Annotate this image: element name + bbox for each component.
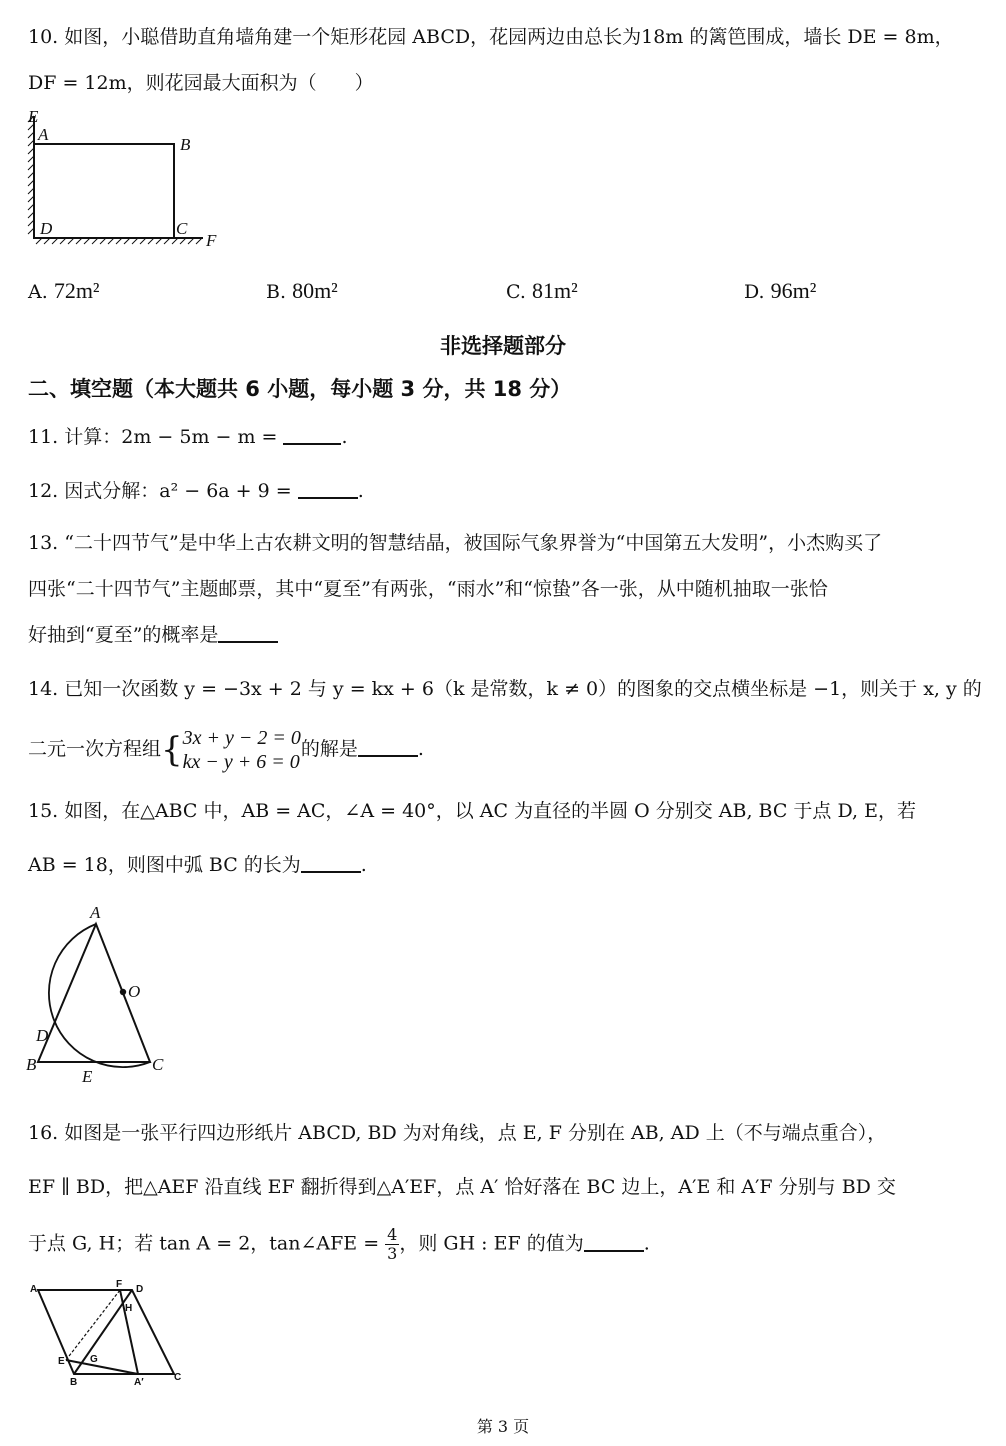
q14-eq1: 3x + y − 2 = 0 bbox=[182, 727, 301, 749]
q11 bbox=[28, 424, 348, 450]
q12-end: . bbox=[357, 480, 364, 502]
section-header: 二、填空题（本大题共 6 小题，每小题 3 分，共 18 分） bbox=[28, 377, 572, 401]
q16-label-G: G bbox=[90, 1354, 98, 1365]
q12 bbox=[28, 478, 364, 504]
q16-frac-den: 3 bbox=[387, 1244, 398, 1263]
option-value: 81m² bbox=[531, 278, 578, 303]
q16-label-A: A bbox=[30, 1284, 38, 1295]
q16-frac-num: 4 bbox=[387, 1225, 398, 1244]
q16-label-D: D bbox=[136, 1284, 144, 1295]
q10-label-B: B bbox=[180, 135, 191, 154]
q16-label-H: H bbox=[125, 1303, 133, 1314]
q13-line3 bbox=[28, 622, 278, 648]
q16-fraction bbox=[385, 1226, 399, 1263]
q15-label-E: E bbox=[82, 1067, 93, 1086]
q10-label-C: C bbox=[176, 219, 188, 238]
q11-text: 11. 计算：2m − 5m − m = bbox=[28, 426, 284, 448]
q11-end: . bbox=[341, 426, 348, 448]
q13-line2: 四张“二十四节气”主题邮票，其中“夏至”有两张，“雨水”和“惊蛰”各一张，从中随机抽取一张恰 bbox=[28, 578, 828, 600]
q12-answer-blank[interactable] bbox=[298, 479, 358, 499]
q10-option-c bbox=[506, 278, 578, 304]
q10-option-d bbox=[744, 278, 816, 304]
q14-line1: 14. 已知一次函数 y = −3x + 2 与 y = kx + 6（k 是常数，k ≠ 0）的图象的交点横坐标是 −1，则关于 x, y 的 bbox=[28, 678, 982, 700]
option-key: A. bbox=[28, 281, 48, 303]
q15-end: . bbox=[360, 854, 367, 876]
q14-suffix: 的解是 bbox=[300, 738, 358, 760]
q10-label-D: D bbox=[40, 219, 53, 238]
q10-label-F: F bbox=[206, 231, 217, 250]
q10-label-E: E bbox=[28, 107, 39, 126]
q15-label-O: O bbox=[128, 982, 141, 1001]
q10-option-a bbox=[28, 278, 100, 304]
q14-line2 bbox=[28, 726, 424, 774]
q13-answer-blank[interactable] bbox=[218, 623, 278, 643]
q16-line3 bbox=[28, 1226, 650, 1263]
q10-line2: DF = 12m，则花园最大面积为（ ） bbox=[28, 72, 374, 94]
q16-line1: 16. 如图是一张平行四边形纸片 ABCD, BD 为对角线，点 E, F 分别在 AB, AD 上（不与端点重合）， bbox=[28, 1122, 887, 1144]
page-footer: 第 3 页 bbox=[476, 1417, 530, 1436]
q12-text: 12. 因式分解：a² − 6a + 9 = bbox=[28, 480, 298, 502]
q16-label-B: B bbox=[70, 1377, 78, 1388]
q16-line3a: 于点 G, H；若 tan A = 2，tan∠AFE = bbox=[28, 1232, 386, 1255]
q10-line1: 10. 如图，小聪借助直角墙角建一个矩形花园 ABCD，花园两边由总长为18m 的篱笆围成，墙长 DE = 8m， bbox=[28, 26, 954, 48]
q16-label-C: C bbox=[174, 1372, 182, 1383]
q15-label-D: D bbox=[36, 1026, 49, 1045]
option-key: C. bbox=[506, 281, 526, 303]
q10-option-b bbox=[266, 278, 338, 304]
q15-figure bbox=[26, 900, 176, 1090]
q13-line1: 13. “二十四节气”是中华上古农耕文明的智慧结晶，被国际气象界誉为“中国第五大发明”，小杰购买了 bbox=[28, 532, 883, 554]
q14-eq2: kx − y + 6 = 0 bbox=[182, 751, 300, 773]
q15-line1: 15. 如图，在△ABC 中，AB = AC，∠A = 40°，以 AC 为直径的半圆 O 分别交 AB, BC 于点 D, E，若 bbox=[28, 800, 916, 822]
section-title: 非选择题部分 bbox=[440, 334, 566, 358]
q10-label-A: A bbox=[38, 125, 49, 144]
q15-label-A: A bbox=[90, 903, 101, 922]
q16-figure bbox=[30, 1278, 190, 1388]
q16-label-F: F bbox=[116, 1279, 123, 1290]
q15-label-B: B bbox=[26, 1055, 37, 1074]
q15-answer-blank[interactable] bbox=[301, 853, 361, 873]
q14-brace: { bbox=[161, 730, 183, 770]
option-key: D. bbox=[744, 281, 765, 303]
q13-line3-text: 好抽到“夏至”的概率是 bbox=[28, 624, 219, 646]
option-value: 96m² bbox=[770, 278, 817, 303]
q16-label-E: E bbox=[58, 1356, 65, 1367]
q16-line3b: ，则 GH : EF 的值为 bbox=[399, 1232, 584, 1255]
q16-line2: EF ∥ BD，把△AEF 沿直线 EF 翻折得到△A′EF，点 A′ 恰好落在 BC 边上，A′E 和 A′F 分别与 BD 交 bbox=[28, 1176, 896, 1198]
q16-end: . bbox=[643, 1232, 650, 1255]
q14-system bbox=[183, 726, 301, 774]
q16-label-A-prime: A′ bbox=[134, 1377, 144, 1388]
option-value: 80m² bbox=[292, 278, 338, 303]
q15-line2-text: AB = 18，则图中弧 BC 的长为 bbox=[28, 854, 301, 876]
option-value: 72m² bbox=[53, 278, 100, 303]
q16-answer-blank[interactable] bbox=[584, 1232, 644, 1252]
q10-figure bbox=[28, 108, 228, 248]
q14-answer-blank[interactable] bbox=[358, 737, 418, 757]
q11-answer-blank[interactable] bbox=[283, 425, 341, 445]
q15-label-C: C bbox=[152, 1055, 164, 1074]
q14-end: . bbox=[417, 738, 424, 760]
option-key: B. bbox=[266, 281, 287, 303]
q15-line2 bbox=[28, 852, 367, 878]
q14-prefix: 二元一次方程组 bbox=[28, 738, 162, 760]
